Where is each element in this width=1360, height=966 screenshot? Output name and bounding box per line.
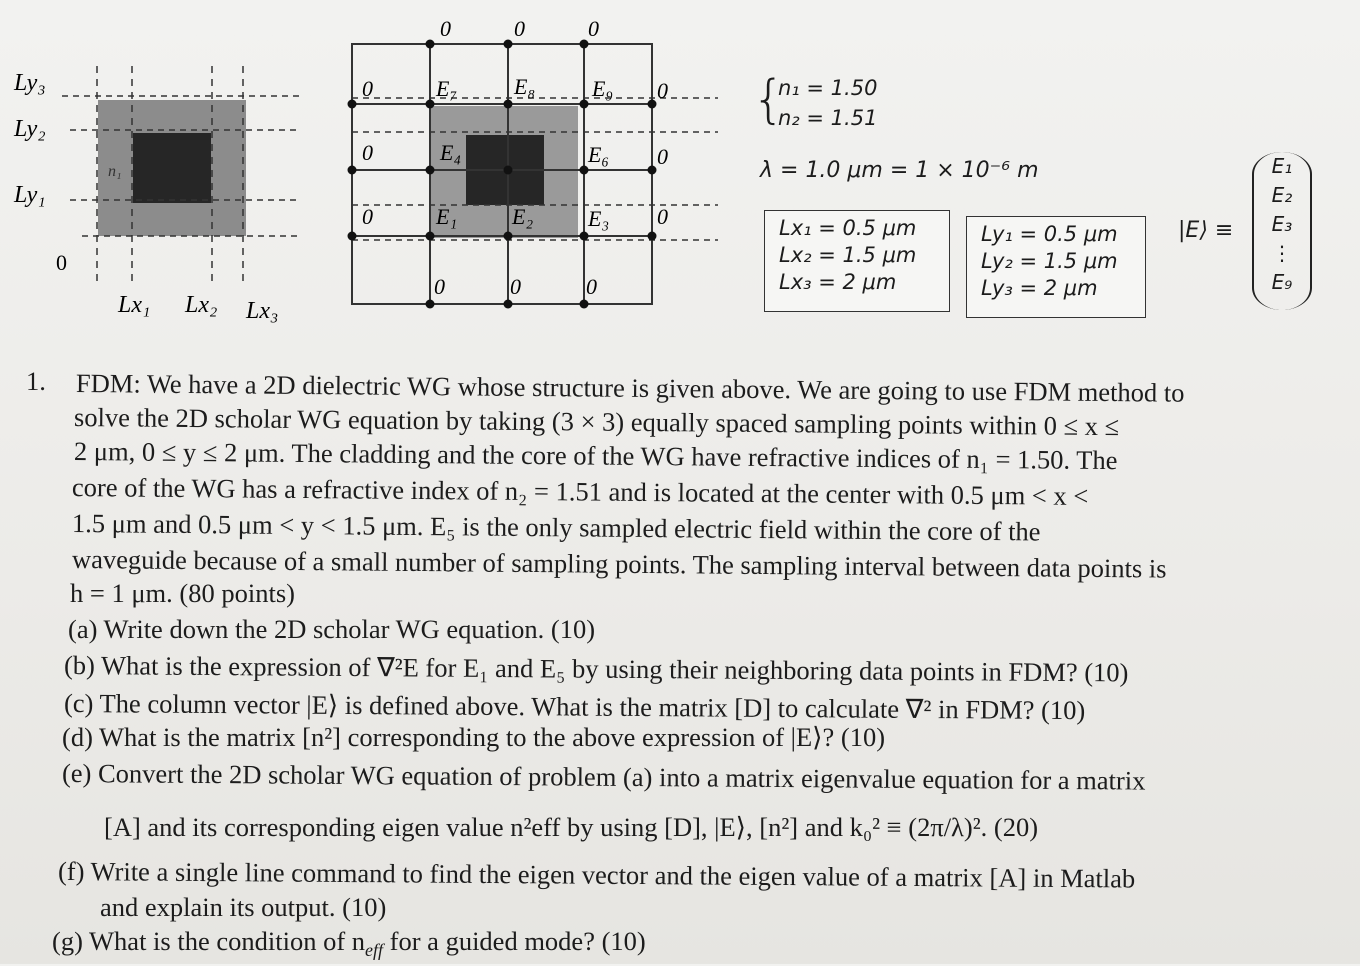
waveguide-structure-figure bbox=[0, 0, 300, 330]
ly-parameter-box bbox=[966, 216, 1146, 318]
index-brace: { bbox=[752, 70, 786, 130]
right-boundary-zero: 0 bbox=[657, 204, 668, 229]
question-g-tail: for a guided mode? (10) bbox=[383, 926, 646, 956]
left-boundary-zero: 0 bbox=[362, 204, 373, 229]
field-label-e7: E₇ bbox=[436, 76, 458, 101]
x-label-lx1: Lx₁ bbox=[118, 292, 151, 318]
ly2-value: Ly₂ = 1.5 μm bbox=[981, 249, 1118, 273]
vector-entry: E₃ bbox=[1271, 212, 1293, 236]
question-f-continued: and explain its output. (10) bbox=[100, 892, 387, 922]
ly3-value: Ly₃ = 2 μm bbox=[981, 276, 1098, 300]
column-vector-label: |E⟩ ≡ bbox=[1178, 218, 1234, 243]
field-label-e1: E₁ bbox=[436, 204, 458, 229]
top-boundary-zero: 0 bbox=[514, 16, 525, 41]
y-label-origin: 0 bbox=[56, 250, 67, 275]
field-label-e6: E₆ bbox=[588, 142, 610, 167]
x-label-lx3: Lx₃ bbox=[246, 298, 279, 324]
core-region bbox=[133, 133, 211, 203]
right-boundary-zero: 0 bbox=[657, 78, 668, 103]
problem-line: waveguide because of a small number of sampling points. The sampling interval between data points is bbox=[71, 544, 1167, 584]
question-g-subscript: eff bbox=[365, 940, 384, 960]
top-boundary-zero: 0 bbox=[588, 16, 599, 41]
vector-entry: E₁ bbox=[1271, 154, 1293, 178]
cladding-index-label: n₁ bbox=[108, 163, 122, 180]
question-e-continued: [A] and its corresponding eigen value n²eff by using [D], |E⟩, [n²] and k₀² ≡ (2π/λ)². (20) bbox=[104, 812, 1039, 842]
problem-line: solve the 2D scholar WG equation by taking (3 × 3) equally spaced sampling points within 0 ≤ x ≤ bbox=[73, 402, 1120, 442]
right-boundary-zero: 0 bbox=[657, 144, 668, 169]
lx1-value: Lx₁ = 0.5 μm bbox=[779, 216, 917, 240]
field-label-e2: E₂ bbox=[512, 204, 534, 229]
left-boundary-zero: 0 bbox=[362, 76, 373, 101]
wavelength-value: λ = 1.0 μm = 1 × 10⁻⁶ m bbox=[760, 158, 1039, 183]
lx3-value: Lx₃ = 2 μm bbox=[779, 270, 897, 294]
field-label-e9: E₉ bbox=[592, 76, 614, 101]
question-g-text: (g) What is the condition of n bbox=[52, 926, 366, 956]
problem-line: 2 μm, 0 ≤ y ≤ 2 μm. The cladding and the core of the WG have refractive indices of n₁ = 1.50. The bbox=[73, 436, 1118, 476]
field-label-e3: E₃ bbox=[588, 206, 610, 231]
problem-line: core of the WG has a refractive index of n₂ = 1.51 and is located at the center with 0.5 μm < x < bbox=[71, 472, 1089, 511]
bottom-boundary-zero: 0 bbox=[586, 274, 597, 299]
y-label-ly1: Ly₁ bbox=[14, 182, 46, 208]
y-label-ly2: Ly₂ bbox=[14, 116, 46, 142]
top-boundary-zero: 0 bbox=[440, 16, 451, 41]
problem-number: 1. bbox=[26, 366, 46, 396]
vector-entry: E₂ bbox=[1271, 183, 1293, 207]
n1-value: n₁ = 1.50 bbox=[778, 76, 878, 100]
n2-value: n₂ = 1.51 bbox=[778, 106, 878, 130]
fdm-grid-figure bbox=[340, 10, 720, 310]
left-boundary-zero: 0 bbox=[362, 140, 373, 165]
problem-line: h = 1 μm. (80 points) bbox=[70, 578, 295, 608]
question-b: (b) What is the expression of ∇²E for E₁ and E₅ by using their neighboring data points in FDM? (10) bbox=[63, 650, 1129, 688]
y-label-ly3: Ly₃ bbox=[14, 70, 46, 96]
bottom-boundary-zero: 0 bbox=[434, 274, 445, 299]
bottom-boundary-zero: 0 bbox=[510, 274, 521, 299]
lx-parameter-box bbox=[764, 210, 950, 312]
x-label-lx2: Lx₂ bbox=[185, 292, 218, 318]
vector-entry: ⋮ bbox=[1272, 241, 1292, 265]
question-g bbox=[52, 926, 646, 966]
question-c: (c) The column vector |E⟩ is defined above. What is the matrix [D] to calculate ∇² in FDM? (10) bbox=[63, 688, 1086, 726]
ly1-value: Ly₁ = 0.5 μm bbox=[981, 222, 1118, 246]
question-a: (a) Write down the 2D scholar WG equation. (10) bbox=[68, 614, 596, 644]
vector-entry: E₉ bbox=[1271, 270, 1293, 294]
field-label-e8: E₈ bbox=[514, 74, 536, 99]
lx2-value: Lx₂ = 1.5 μm bbox=[779, 243, 917, 267]
question-d: (d) What is the matrix [n²] corresponding to the above expression of |E⟩? (10) bbox=[62, 722, 886, 752]
question-f: (f) Write a single line command to find the eigen vector and the eigen value of a matrix [A] in Matlab bbox=[57, 856, 1136, 894]
problem-line: 1.5 μm and 0.5 μm < y < 1.5 μm. E₅ is the only sampled electric field within the core of the bbox=[71, 508, 1041, 547]
column-vector bbox=[1252, 152, 1312, 310]
problem-line: FDM: We have a 2D dielectric WG whose structure is given above. We are going to use FDM method to bbox=[75, 368, 1185, 408]
question-e: (e) Convert the 2D scholar WG equation of problem (a) into a matrix eigenvalue equation for a matrix bbox=[61, 758, 1146, 796]
field-label-e4: E₄ bbox=[440, 140, 462, 165]
